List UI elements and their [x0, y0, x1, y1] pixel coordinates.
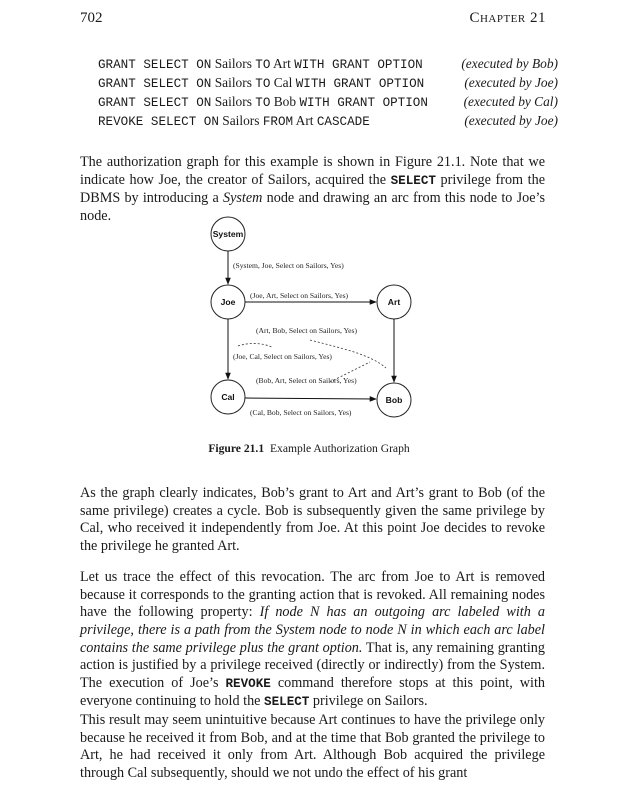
- code-statement: [98, 56, 423, 72]
- sql-text: Sailors: [211, 75, 256, 90]
- sql-keyword: TO: [255, 96, 271, 110]
- authorization-graph: [190, 212, 430, 434]
- sql-keyword: REVOKE SELECT ON: [98, 115, 219, 129]
- text-run: That is, any remaining granting action is justified by a privilege received (directly or indirectly) from the System. The execution of Joe’s: [80, 639, 545, 691]
- caption-label: Figure 21.1: [208, 442, 265, 455]
- node-bob-label: Bob: [385, 395, 403, 405]
- executed-by: (executed by Bob): [461, 56, 558, 71]
- page-number: 702: [80, 10, 103, 26]
- sql-keyword: WITH GRANT OPTION: [299, 96, 428, 110]
- code-statement: [98, 75, 424, 91]
- code-statement: [98, 113, 370, 129]
- inline-code: SELECT: [390, 173, 436, 188]
- sql-keyword: CASCADE: [316, 115, 370, 129]
- executed-by: (executed by Cal): [463, 94, 558, 109]
- text-run: The authorization graph for this example is shown in Figure 21.1. Note that we indicate how Joe, the creator of Sailors, acquired the: [80, 154, 545, 188]
- code-line: [98, 75, 558, 94]
- node-art-label: Art: [387, 297, 401, 307]
- node-system-label: System: [212, 229, 244, 239]
- edge-dashed-curve: [238, 343, 272, 347]
- paragraph-revocation: [80, 569, 545, 712]
- sql-keyword: TO: [255, 77, 271, 91]
- text-run: privilege on Sailors.: [309, 693, 428, 710]
- sql-text: Art: [270, 56, 295, 71]
- edge-label-bob-art: (Bob, Art, Select on Sailors, Yes): [256, 376, 357, 385]
- code-line: [98, 113, 558, 132]
- sql-keyword: GRANT SELECT ON: [98, 58, 212, 72]
- sql-keyword: WITH GRANT OPTION: [294, 58, 423, 72]
- sql-text: Art: [293, 113, 317, 128]
- edge-cal-bob: [245, 398, 376, 399]
- edge-label-art-bob: (Art, Bob, Select on Sailors, Yes): [256, 326, 358, 335]
- sql-keyword: FROM: [262, 115, 294, 129]
- authorization-graph-figure: [190, 212, 430, 434]
- text-run: command therefore stops at this point, with everyone continuing to hold the: [80, 674, 546, 710]
- edge-label-joe-art: (Joe, Art, Select on Sailors, Yes): [250, 291, 349, 300]
- edge-label-joe-cal: (Joe, Cal, Select on Sailors, Yes): [233, 352, 332, 361]
- sql-text: Cal: [270, 75, 296, 90]
- sql-code-block: [98, 56, 558, 132]
- text-run: Let us trace the effect of this revocation. The arc from Joe to Art is removed because it corresponds to the granting action that is revoked. All remaining nodes have the following property:: [80, 569, 545, 621]
- inline-code: REVOKE: [225, 676, 271, 691]
- sql-text: Sailors: [218, 113, 263, 128]
- inline-code: SELECT: [264, 695, 310, 710]
- sql-keyword: TO: [255, 58, 271, 72]
- edge-label-cal-bob: (Cal, Bob, Select on Sailors, Yes): [250, 408, 352, 417]
- executed-by: (executed by Joe): [464, 113, 558, 128]
- figure-caption: [0, 442, 618, 455]
- executed-by: (executed by Joe): [464, 75, 558, 90]
- sql-text: Sailors: [211, 94, 256, 109]
- sql-text: Bob: [270, 94, 300, 109]
- text-run: privilege from the DBMS by introducing a: [80, 171, 546, 207]
- edge-label-system-joe: (System, Joe, Select on Sailors, Yes): [233, 261, 344, 270]
- emphasis: If node N has an outgoing arc labeled with a privilege, there is a path from the System node to node N in which each arc label contains the same privilege plus the grant option.: [80, 604, 545, 656]
- node-cal-label: Cal: [221, 392, 235, 402]
- caption-text: Example Authorization Graph: [269, 442, 410, 455]
- chapter-heading: Chapter 21: [469, 10, 546, 26]
- emphasis: System: [223, 190, 263, 207]
- sql-keyword: GRANT SELECT ON: [98, 96, 212, 110]
- code-line: [98, 56, 558, 75]
- code-line: [98, 94, 558, 113]
- sql-keyword: WITH GRANT OPTION: [295, 77, 425, 91]
- sql-keyword: GRANT SELECT ON: [98, 77, 212, 91]
- sql-text: Sailors: [211, 56, 256, 71]
- node-joe-label: Joe: [220, 297, 236, 307]
- paragraph-cycle: As the graph clearly indicates, Bob’s grant to Art and Art’s grant to Bob (of the same privilege) creates a cycle. Bob is subsequently given the same privilege by Cal, who received it independently from Joe. At this point Joe decides to revoke the privilege he granted Art.: [80, 485, 545, 554]
- text-run: node and drawing an arc from this node to Joe’s node.: [80, 190, 546, 224]
- code-statement: [98, 94, 428, 110]
- paragraph-unintuitive: This result may seem unintuitive because Art continues to have the privilege only because he received it from Bob, and at the time that Bob granted the privilege to Art, he had received it only from Art. Although Bob acquired the privilege through Cal subsequently, should we not undo the effect of his grant: [80, 712, 545, 781]
